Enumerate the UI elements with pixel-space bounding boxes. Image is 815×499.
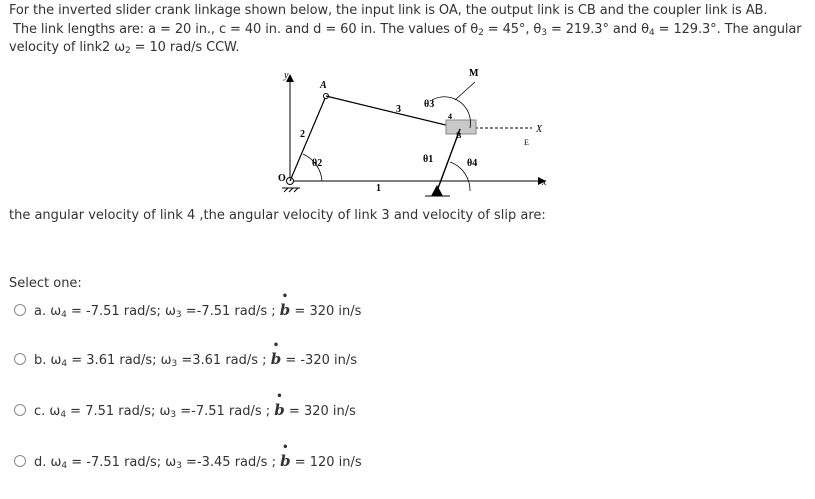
option-b[interactable] bbox=[14, 349, 357, 369]
option-c-text: c. $\omega_4 = 7.51$ rad/s; $\omega_3 =-7.51$ rad/s ; • b = 320 in/s bbox=[34, 401, 356, 419]
label-1: 1 bbox=[376, 183, 381, 194]
label-x: x bbox=[542, 177, 547, 188]
question-line-1: For the inverted slider crank linkage shown below, the input link is OA, the output link is CB and the coupler link is AB. bbox=[9, 3, 768, 18]
label-theta4: θ4 bbox=[467, 158, 478, 169]
sub-question: the angular velocity of link 4 ,the angular velocity of link 3 and velocity of slip are: bbox=[9, 208, 546, 223]
label-theta3: θ3 bbox=[424, 99, 435, 110]
option-a-text: a. $\omega_4 = -7.51$ rad/s; $\omega_3 =-7.51$ rad/s ; • b = 320 in/s bbox=[34, 301, 361, 319]
radio-d[interactable] bbox=[14, 455, 26, 467]
label-4: 4 bbox=[448, 112, 452, 121]
radio-b[interactable] bbox=[14, 353, 26, 365]
select-one-label: Select one: bbox=[9, 276, 82, 291]
question-text bbox=[9, 2, 809, 58]
label-theta2: θ2 bbox=[312, 158, 323, 169]
option-d[interactable] bbox=[14, 451, 362, 471]
linkage-figure bbox=[270, 62, 560, 204]
option-a[interactable] bbox=[14, 300, 361, 320]
option-d-text: d. $\omega_4 = -7.51$ rad/s; $\omega_3 =-3.45$ rad/s ; • b = 120 in/s bbox=[34, 452, 362, 470]
m-arrow bbox=[455, 82, 475, 100]
option-c[interactable] bbox=[14, 400, 356, 420]
question-line-3: velocity of link2 $\omega_2 = 10$ rad/s CCW. bbox=[9, 40, 240, 56]
ground-c bbox=[431, 185, 443, 196]
option-b-text: b. $\omega_4 = 3.61$ rad/s; $\omega_3 =3.61$ rad/s ; • b = -320 in/s bbox=[34, 350, 357, 368]
label-m: M bbox=[469, 68, 479, 79]
label-2: 2 bbox=[300, 129, 305, 140]
label-o: O bbox=[278, 173, 286, 184]
link-3 bbox=[326, 96, 458, 128]
radio-a[interactable] bbox=[14, 304, 26, 316]
label-x-ext: X bbox=[536, 124, 543, 135]
label-3: 3 bbox=[396, 104, 401, 115]
label-a: A bbox=[320, 80, 327, 91]
label-y: y bbox=[284, 70, 289, 81]
label-theta1: θ1 bbox=[423, 154, 434, 165]
question-line-2: The link lengths are: a = 20 in., c = 40 in. and d = 60 in. The values of $\theta_2 = 45^\circ$, $\theta_3 = 219.3^\circ$ and $\theta_4 = 129.3^\circ$. The angular bbox=[13, 21, 802, 38]
label-b: B bbox=[456, 131, 462, 140]
label-e: E bbox=[524, 138, 529, 147]
radio-c[interactable] bbox=[14, 404, 26, 416]
